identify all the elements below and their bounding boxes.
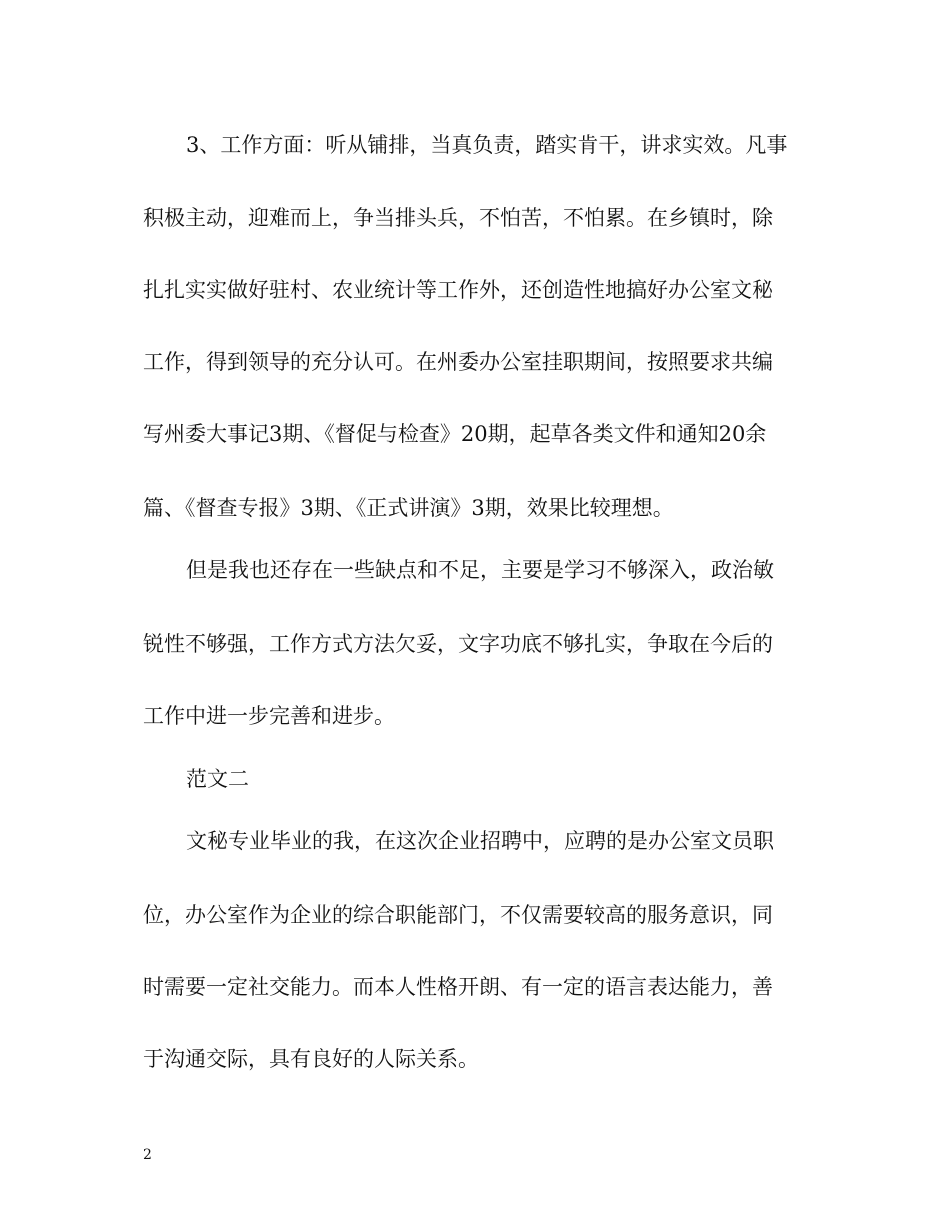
text-line: 积极主动，迎难而上，争当排头兵，不怕苦，不怕累。在乡镇时，除 — [143, 206, 773, 230]
text-line: 于沟通交际，具有良好的人际关系。 — [143, 1047, 479, 1071]
text-line: 文秘专业毕业的我，在这次企业招聘中，应聘的是办公室文员职 — [186, 829, 774, 853]
text-line: 3、工作方面：听从铺排，当真负责，踏实肯干，讲求实效。凡事 — [186, 133, 788, 157]
text-line: 但是我也还存在一些缺点和不足，主要是学习不够深入，政治敏 — [186, 558, 774, 582]
page-number: 2 — [143, 1147, 152, 1163]
text-line: 篇、《督查专报》3期、《正式讲演》3期，效果比较理想。 — [143, 496, 674, 520]
text-line: 工作，得到领导的充分认可。在州委办公室挂职期间，按照要求共编 — [143, 350, 773, 374]
text-line: 扎扎实实做好驻村、农业统计等工作外，还创造性地搞好办公室文秘 — [143, 278, 773, 302]
text-line: 位，办公室作为企业的综合职能部门，不仅需要较高的服务意识，同 — [143, 903, 773, 927]
section-heading: 范文二 — [186, 767, 249, 791]
text-line: 时需要一定社交能力。而本人性格开朗、有一定的语言表达能力，善 — [143, 975, 773, 999]
text-line: 工作中进一步完善和进步。 — [143, 704, 395, 728]
text-line: 锐性不够强，工作方式方法欠妥，文字功底不够扎实，争取在今后的 — [143, 632, 773, 656]
text-line: 写州委大事记3期、《督促与检查》20期，起草各类文件和通知20余 — [143, 422, 767, 446]
